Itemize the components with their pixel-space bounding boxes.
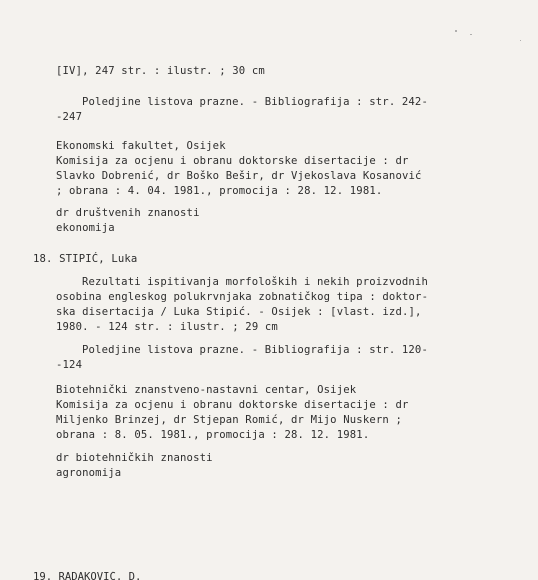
entry18-field: agronomija [56,467,122,479]
entry18-committee-line1: Komisija za ocjenu i obranu doktorske disertacije : dr [56,399,409,411]
entry18-title-line3: ska disertacija / Luka Stipić. - Osijek : [vlast. izd.], [56,306,422,318]
entry18-author: STIPIĆ, Luka [59,253,138,265]
entry17-committee-line3: ; obrana : 4. 04. 1981., promocija : 28. 12. 1981. [56,185,383,197]
entry18-note-line2: -124 [56,359,83,371]
entry18-title-line2: osobina engleskog polukrvnjaka zobnatičkog tipa : doktor- [56,291,429,303]
entry18-committee-line3: obrana : 8. 05. 1981., promocija : 28. 12. 1981. [56,429,370,441]
entry17-physical-description: [IV], 247 str. : ilustr. ; 30 cm [56,65,265,77]
entry18-note-line1: Poledjine listova prazne. - Bibliografija : str. 120- [82,344,428,356]
entry18-title-line1: Rezultati ispitivanja morfoloških i nekih proizvodnih [82,276,428,288]
entry18-degree: dr biotehničkih znanosti [56,452,213,464]
entry18-institution: Biotehnički znanstveno-nastavni centar, Osijek [56,384,357,396]
entry18-number: 18. [33,253,53,265]
entry18-title-line4: 1980. - 124 str. : ilustr. ; 29 cm [56,321,278,333]
scan-speck [455,30,457,32]
entry18-heading [33,253,137,265]
entry18-committee-line2: Miljenko Brinzej, dr Stjepan Romić, dr Mijo Nuskern ; [56,414,402,426]
entry17-field: ekonomija [56,222,115,234]
scan-speck [520,40,521,41]
entry19-cut-heading: 19. RADAKOVIĆ, D. [33,571,142,580]
entry17-degree: dr društvenih znanosti [56,207,200,219]
entry17-committee-line1: Komisija za ocjenu i obranu doktorske disertacije : dr [56,155,409,167]
scan-speck [470,34,472,35]
entry17-committee-line2: Slavko Dobrenić, dr Boško Bešir, dr Vjekoslava Kosanović [56,170,422,182]
entry17-note-line1: Poledjine listova prazne. - Bibliografija : str. 242- [82,96,428,108]
entry17-institution: Ekonomski fakultet, Osijek [56,140,226,152]
entry17-note-line2: -247 [56,111,83,123]
